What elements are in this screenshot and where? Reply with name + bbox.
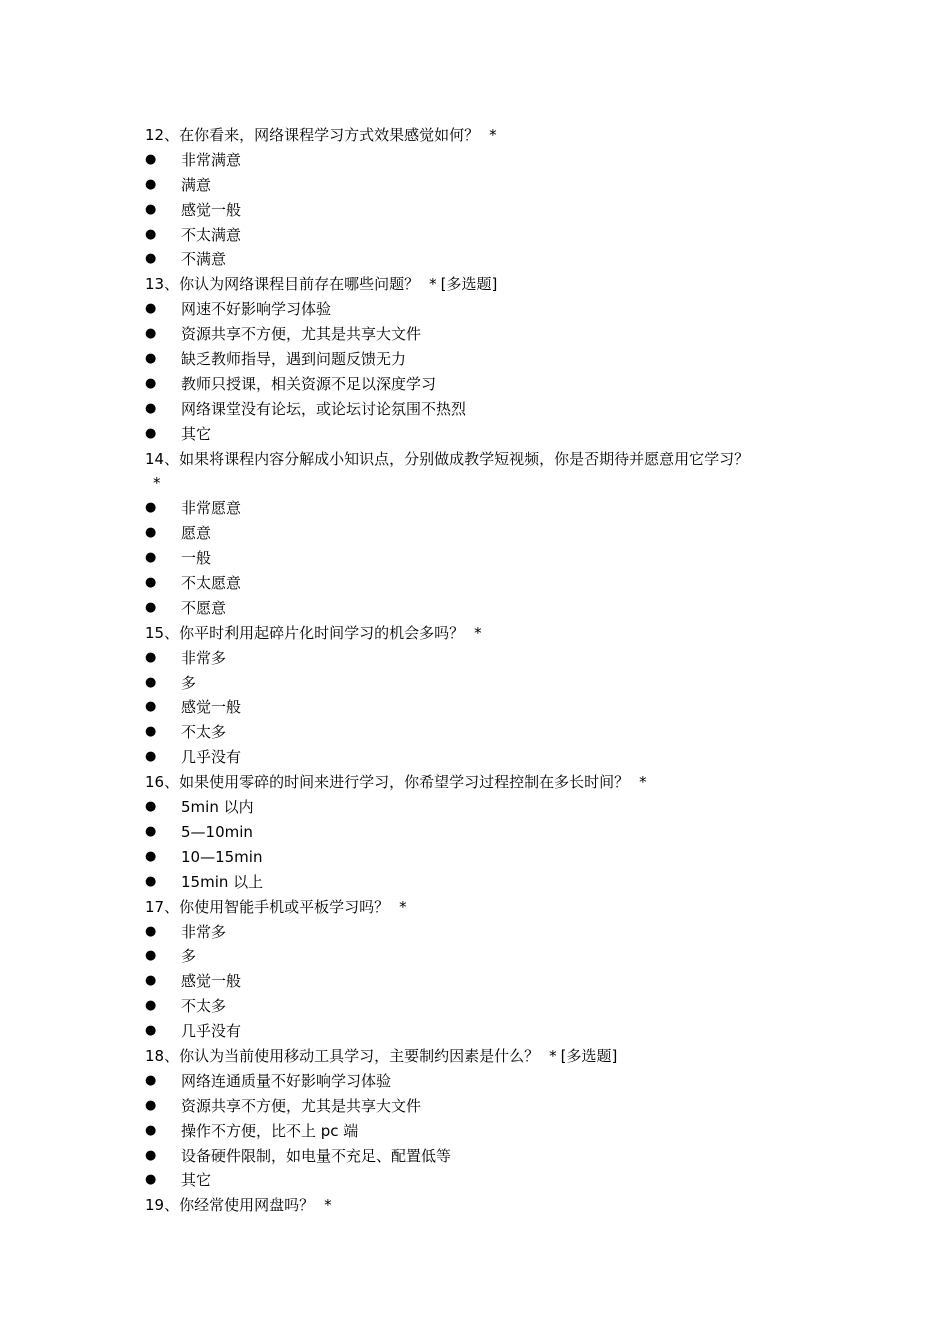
bullet-icon: ● — [145, 575, 157, 591]
option-item — [0, 994, 950, 1019]
option-item — [0, 795, 950, 820]
option-label: 教师只授课，相关资源不足以深度学习 — [181, 374, 437, 393]
option-item — [0, 521, 950, 546]
option-item — [0, 173, 950, 198]
option-label: 一般 — [181, 549, 212, 568]
option-item — [0, 397, 950, 422]
option-label: 网速不好影响学习体验 — [181, 300, 332, 319]
option-label: 不太多 — [181, 723, 227, 742]
option-item — [0, 372, 950, 397]
survey-document — [0, 123, 950, 1218]
option-label: 愿意 — [181, 524, 212, 543]
required-marker: * — [639, 773, 647, 792]
question-type-tag: [多选题] — [560, 1046, 618, 1065]
bullet-icon: ● — [145, 525, 157, 541]
question-13 — [0, 272, 950, 297]
question-type-tag: [多选题] — [440, 275, 498, 294]
bullet-icon: ● — [145, 550, 157, 566]
option-label: 网络连通质量不好影响学习体验 — [181, 1071, 392, 1090]
option-label: 不太愿意 — [181, 574, 242, 593]
option-label: 资源共享不方便，尤其是共享大文件 — [181, 1096, 422, 1115]
option-item — [0, 422, 950, 447]
question-14-continuation — [0, 471, 950, 496]
required-marker: * — [324, 1196, 332, 1215]
bullet-icon: ● — [145, 749, 157, 765]
bullet-icon: ● — [145, 351, 157, 367]
option-item — [0, 198, 950, 223]
option-label: 10—15min — [181, 847, 263, 866]
bullet-icon: ● — [145, 599, 157, 615]
option-label: 满意 — [181, 175, 212, 194]
option-item — [0, 695, 950, 720]
question-text: 15、你平时利用起碎片化时间学习的机会多吗？ — [145, 623, 465, 642]
option-label: 缺乏教师指导，遇到问题反馈无力 — [181, 350, 407, 369]
option-label: 非常满意 — [181, 150, 242, 169]
option-item — [0, 1069, 950, 1094]
option-label: 多 — [181, 673, 197, 692]
bullet-icon: ● — [145, 1072, 157, 1088]
bullet-icon: ● — [145, 151, 157, 167]
option-item — [0, 571, 950, 596]
option-item — [0, 546, 950, 571]
option-label: 操作不方便，比不上 pc 端 — [181, 1121, 359, 1140]
option-label: 非常愿意 — [181, 499, 242, 518]
required-marker: * — [429, 275, 437, 294]
bullet-icon: ● — [145, 1122, 157, 1138]
option-label: 5—10min — [181, 822, 253, 841]
option-label: 网络课堂没有论坛，或论坛讨论氛围不热烈 — [181, 399, 467, 418]
option-label: 不满意 — [181, 250, 227, 269]
option-item — [0, 944, 950, 969]
option-item — [0, 223, 950, 248]
option-label: 其它 — [181, 424, 212, 443]
option-item — [0, 646, 950, 671]
option-item — [0, 1019, 950, 1044]
bullet-icon: ● — [145, 425, 157, 441]
question-text: 16、如果使用零碎的时间来进行学习，你希望学习过程控制在多长时间？ — [145, 773, 630, 792]
required-marker: * — [153, 474, 161, 493]
option-item — [0, 845, 950, 870]
bullet-icon: ● — [145, 674, 157, 690]
bullet-icon: ● — [145, 1097, 157, 1113]
bullet-icon: ● — [145, 500, 157, 516]
option-item — [0, 596, 950, 621]
bullet-icon: ● — [145, 226, 157, 242]
option-item — [0, 969, 950, 994]
required-marker: * — [549, 1046, 557, 1065]
bullet-icon: ● — [145, 176, 157, 192]
option-item — [0, 496, 950, 521]
option-label: 几乎没有 — [181, 1022, 242, 1041]
option-item — [0, 820, 950, 845]
question-text: 12、在你看来，网络课程学习方式效果感觉如何？ — [145, 126, 480, 144]
option-item — [0, 148, 950, 173]
bullet-icon: ● — [145, 1172, 157, 1188]
bullet-icon: ● — [145, 1147, 157, 1163]
question-text: 19、你经常使用网盘吗？ — [145, 1196, 315, 1215]
bullet-icon: ● — [145, 948, 157, 964]
bullet-icon: ● — [145, 649, 157, 665]
option-item — [0, 1144, 950, 1169]
bullet-icon: ● — [145, 923, 157, 939]
question-text: 17、你使用智能手机或平板学习吗？ — [145, 897, 390, 916]
bullet-icon: ● — [145, 375, 157, 391]
option-item — [0, 297, 950, 322]
option-item — [0, 1119, 950, 1144]
bullet-icon: ● — [145, 848, 157, 864]
option-label: 多 — [181, 947, 197, 966]
bullet-icon: ● — [145, 1023, 157, 1039]
option-item — [0, 1094, 950, 1119]
bullet-icon: ● — [145, 998, 157, 1014]
required-marker: * — [489, 126, 497, 144]
question-text: 18、你认为当前使用移动工具学习，主要制约因素是什么？ — [145, 1046, 540, 1065]
question-19 — [0, 1193, 950, 1218]
option-item — [0, 322, 950, 347]
bullet-icon: ● — [145, 873, 157, 889]
question-15 — [0, 621, 950, 646]
option-label: 不太多 — [181, 997, 227, 1016]
question-text: 14、如果将课程内容分解成小知识点，分别做成教学短视频，你是否期待并愿意用它学习？ — [145, 449, 750, 468]
option-item — [0, 920, 950, 945]
option-label: 5min 以内 — [181, 798, 254, 817]
question-12 — [0, 123, 950, 148]
option-label: 其它 — [181, 1171, 212, 1190]
option-item — [0, 720, 950, 745]
bullet-icon: ● — [145, 724, 157, 740]
option-item — [0, 870, 950, 895]
bullet-icon: ● — [145, 201, 157, 217]
option-label: 资源共享不方便，尤其是共享大文件 — [181, 325, 422, 344]
bullet-icon: ● — [145, 400, 157, 416]
question-16 — [0, 770, 950, 795]
bullet-icon: ● — [145, 699, 157, 715]
option-item — [0, 1168, 950, 1193]
option-label: 15min 以上 — [181, 872, 264, 891]
bullet-icon: ● — [145, 973, 157, 989]
question-text: 13、你认为网络课程目前存在哪些问题？ — [145, 275, 420, 294]
bullet-icon: ● — [145, 251, 157, 267]
option-label: 非常多 — [181, 922, 227, 941]
option-label: 不愿意 — [181, 598, 227, 617]
option-label: 几乎没有 — [181, 748, 242, 767]
option-item — [0, 347, 950, 372]
option-label: 设备硬件限制，如电量不充足、配置低等 — [181, 1146, 452, 1165]
option-label: 感觉一般 — [181, 200, 242, 219]
option-item — [0, 247, 950, 272]
question-14 — [0, 447, 950, 472]
question-18 — [0, 1044, 950, 1069]
option-label: 感觉一般 — [181, 972, 242, 991]
option-label: 不太满意 — [181, 225, 242, 244]
option-label: 感觉一般 — [181, 698, 242, 717]
question-17 — [0, 895, 950, 920]
option-label: 非常多 — [181, 648, 227, 667]
bullet-icon: ● — [145, 799, 157, 815]
bullet-icon: ● — [145, 823, 157, 839]
required-marker: * — [399, 897, 407, 916]
option-item — [0, 745, 950, 770]
option-item — [0, 671, 950, 696]
required-marker: * — [474, 623, 482, 642]
bullet-icon: ● — [145, 301, 157, 317]
bullet-icon: ● — [145, 326, 157, 342]
